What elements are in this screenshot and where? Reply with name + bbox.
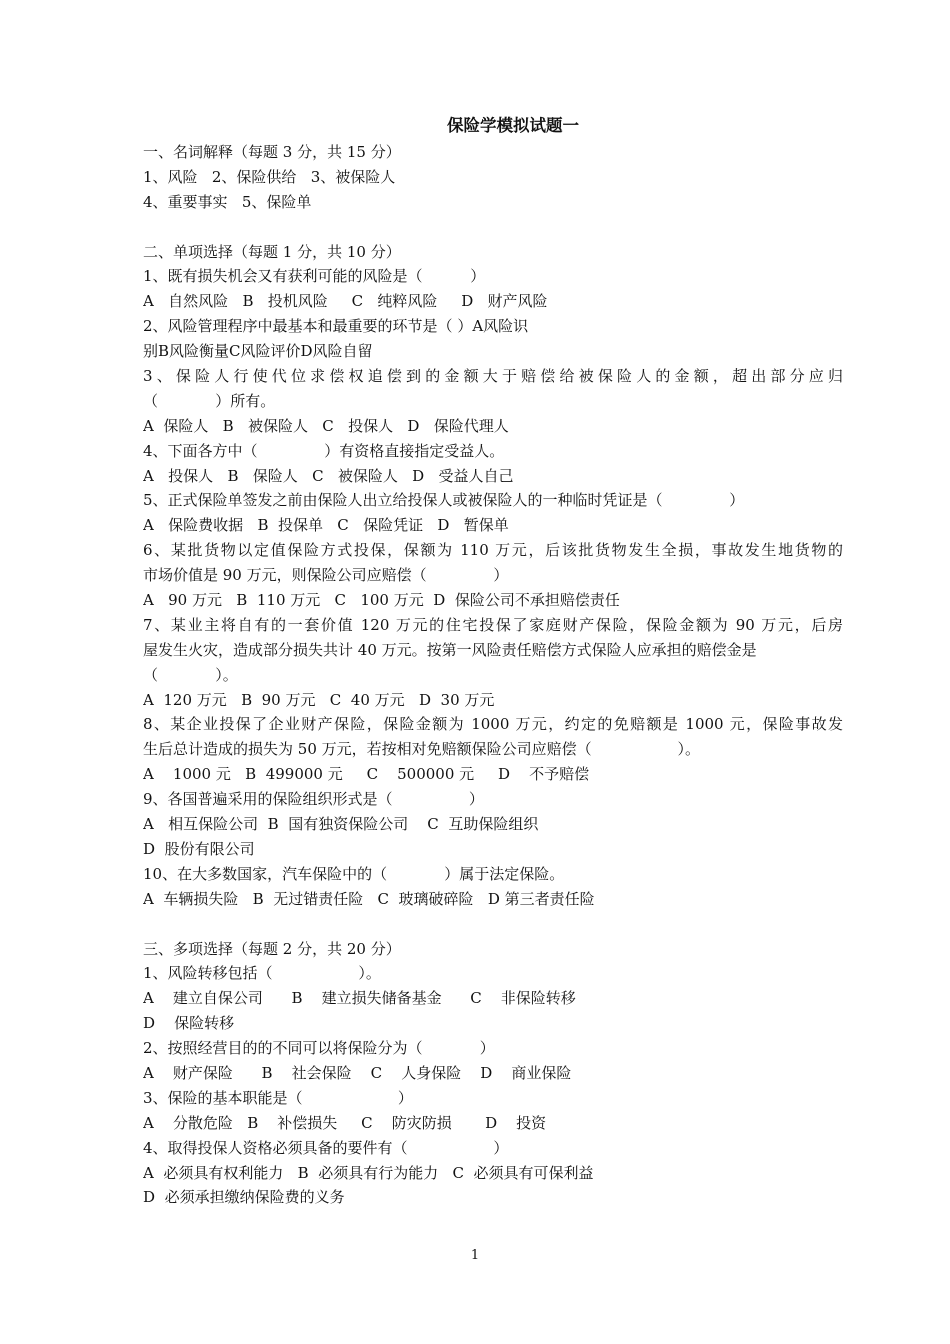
text-line: A 车辆损失险 B 无过错责任险 C 玻璃破碎险 D 第三者责任险 <box>143 889 595 908</box>
text-line: 生后总计造成的损失为 50 万元，若按相对免赔额保险公司应赔偿（ ）。 <box>143 740 700 759</box>
text-line: A 相互保险公司 B 国有独资保险公司 C 互助保险组织 <box>143 815 539 834</box>
text-line: A 保险人 B 被保险人 C 投保人 D 保险代理人 <box>143 416 509 435</box>
text-line: 4、重要事实 5、保险单 <box>143 192 312 211</box>
exam-content <box>143 112 843 1210</box>
text-line: D 必须承担缴纳保险费的义务 <box>143 1188 345 1207</box>
text-line: D 股份有限公司 <box>143 839 255 858</box>
text-line: 10、在大多数国家，汽车保险中的（ ）属于法定保险。 <box>143 864 565 883</box>
text-line: A 建立自保公司 B 建立损失储备基金 C 非保险转移 <box>143 989 576 1008</box>
text-line: A 保险费收据 B 投保单 C 保险凭证 D 暂保单 <box>143 516 509 535</box>
text-line: 屋发生火灾，造成部分损失共计 40 万元。按第一风险责任赔偿方式保险人应承担的赔偿金是 <box>143 640 757 659</box>
text-line: 4、取得投保人资格必须具备的要件有（ ） <box>143 1138 509 1157</box>
text-line: A 分散危险 B 补偿损失 C 防灾防损 D 投资 <box>143 1113 547 1132</box>
text-line: 1、风险 2、保险供给 3、被保险人 <box>143 167 396 186</box>
text-line: A 自然风险 B 投机风险 C 纯粹风险 D 财产风险 <box>143 292 548 311</box>
text-line: 3、保险人行使代位求偿权追偿到的金额大于赔偿给被保险人的金额，超出部分应归 <box>143 367 843 386</box>
text-line: 1、风险转移包括（ ）。 <box>143 964 381 983</box>
text-line: 3、保险的基本职能是（ ） <box>143 1088 413 1107</box>
text-line: A 90 万元 B 110 万元 C 100 万元 D 保险公司不承担赔偿责任 <box>143 591 620 610</box>
text-line: 二、单项选择（每题 1 分，共 10 分） <box>143 242 401 261</box>
text-line: A 1000 元 B 499000 元 C 500000 元 D 不予赔偿 <box>143 765 590 784</box>
text-line: 7、某业主将自有的一套价值 120 万元的住宅投保了家庭财产保险，保险金额为 90 万元，后房 <box>143 615 843 634</box>
page-number: 1 <box>470 1248 480 1263</box>
text-line: 别B风险衡量C风险评价D风险自留 <box>143 342 373 361</box>
text-line: 5、正式保险单签发之前由保险人出立给投保人或被保险人的一种临时凭证是（ ） <box>143 491 745 510</box>
text-line: 8、某企业投保了企业财产保险，保险金额为 1000 万元，约定的免赔额是 1000 元，保险事故发 <box>143 715 843 734</box>
text-line: （ ）所有。 <box>143 391 276 410</box>
text-line: A 120 万元 B 90 万元 C 40 万元 D 30 万元 <box>143 690 495 709</box>
text-line: 市场价值是 90 万元，则保险公司应赔偿（ ） <box>143 566 509 585</box>
text-line: （ ）。 <box>143 665 238 684</box>
text-line: A 必须具有权利能力 B 必须具有行为能力 C 必须具有可保利益 <box>143 1163 594 1182</box>
text-line: 1、既有损失机会又有获利可能的风险是（ ） <box>143 267 486 286</box>
blank-line <box>143 912 843 937</box>
blank-line <box>143 215 843 240</box>
text-line: 6、某批货物以定值保险方式投保，保额为 110 万元，后该批货物发生全损，事故发生地货物的 <box>143 541 843 560</box>
page-title: 保险学模拟试题一 <box>447 116 579 135</box>
question-lines <box>143 140 843 1210</box>
text-line: 9、各国普遍采用的保险组织形式是（ ） <box>143 790 484 809</box>
text-line: D 保险转移 <box>143 1014 235 1033</box>
text-line: A 财产保险 B 社会保险 C 人身保险 D 商业保险 <box>143 1063 572 1082</box>
text-line: 2、按照经营目的的不同可以将保险分为（ ） <box>143 1039 495 1058</box>
text-line: 一、名词解释（每题 3 分，共 15 分） <box>143 143 401 161</box>
text-line: 2、风险管理程序中最基本和最重要的环节是（ ）A风险识 <box>143 317 529 336</box>
text-line: 4、下面各方中（ ）有资格直接指定受益人。 <box>143 441 505 460</box>
text-line: A 投保人 B 保险人 C 被保险人 D 受益人自己 <box>143 466 514 485</box>
text-line: 三、多项选择（每题 2 分，共 20 分） <box>143 939 401 958</box>
